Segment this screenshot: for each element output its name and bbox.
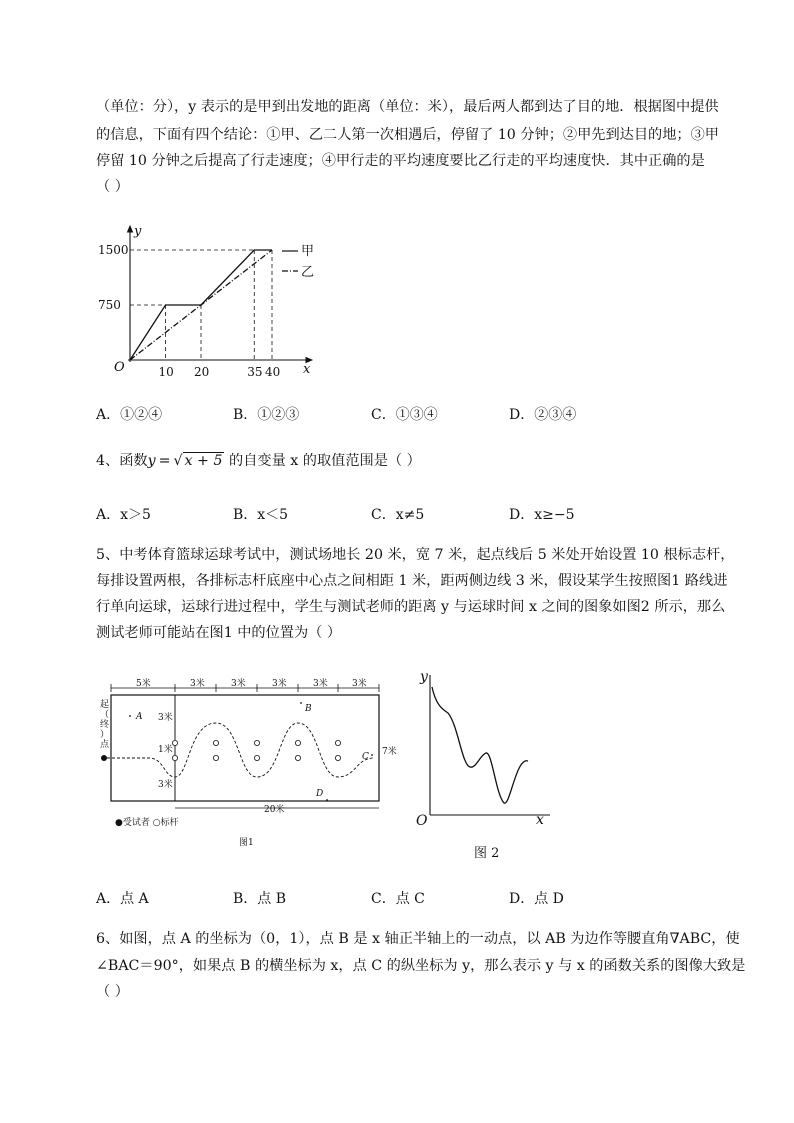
dim-bottom-20m: 20米 bbox=[264, 805, 285, 815]
point-b-label: B bbox=[305, 704, 312, 714]
q4-option-a[interactable]: A．x＞5 bbox=[96, 507, 151, 523]
y-tick-1500: 1500 bbox=[98, 243, 129, 257]
q5-option-b[interactable]: B．点 B bbox=[233, 891, 287, 907]
point-a-label: A bbox=[136, 712, 143, 722]
graph2-curve bbox=[432, 687, 528, 803]
q4-option-d[interactable]: D．x≥−5 bbox=[509, 507, 575, 523]
side-label-1: 起 bbox=[100, 700, 110, 710]
dim-3m-1: 3米 bbox=[190, 679, 205, 689]
q3-line-4: （ ） bbox=[96, 179, 129, 195]
sqrt-sign-icon: √ bbox=[173, 453, 183, 469]
court-caption: 图1 bbox=[239, 838, 254, 848]
court-diagram bbox=[94, 675, 399, 855]
x-tick-35: 35 bbox=[247, 365, 263, 379]
distance-time-chart bbox=[90, 220, 350, 385]
q4-formula-eq: = bbox=[158, 453, 171, 469]
q5-line-3: 行单向运球，运球行进过程中，学生与测试老师的距离 y 与运球时间 x 之间的图象如图2 所示，那么 bbox=[96, 599, 726, 615]
legend-yi: 乙 bbox=[301, 265, 315, 280]
side-label-2: （ bbox=[100, 710, 110, 720]
graph2-caption: 图 2 bbox=[474, 846, 500, 861]
x-tick-20: 20 bbox=[194, 365, 210, 379]
q4-option-b[interactable]: B．x＜5 bbox=[233, 507, 289, 523]
dim-left-3m-bottom: 3米 bbox=[158, 780, 173, 790]
q4-formula-radicand: x + 5 bbox=[184, 453, 223, 469]
side-label-5: 点 bbox=[100, 740, 110, 750]
x-tick-40: 40 bbox=[265, 365, 281, 379]
origin-label: O bbox=[114, 360, 125, 375]
dim-right-7m: 7米 bbox=[382, 747, 397, 757]
dim-3m-4: 3米 bbox=[313, 679, 328, 689]
dim-left-3m-top: 3米 bbox=[158, 713, 173, 723]
q5-line-1: 5、中考体育篮球运球考试中，测试场地长 20 米，宽 7 米，起点线后 5 米处开始设置 10 根标志杆， bbox=[96, 547, 735, 563]
q3-line-2: 的信息，下面有四个结论：①甲、乙二人第一次相遇后，停留了 10 分钟；②甲先到达目的地；③甲 bbox=[96, 127, 719, 143]
q6-line-1: 6、如图，点 A 的坐标为（0，1），点 B 是 x 轴正半轴上的一动点，以 AB 为边作等腰直角∇ABC，使 bbox=[96, 931, 740, 947]
q4-stem-head: 4、函数 bbox=[96, 453, 148, 469]
graph2-y-label: y bbox=[420, 669, 428, 685]
point-c-label: C bbox=[362, 752, 369, 762]
q5-line-2: 每排设置两根，各排标志杆底座中心点之间相距 1 米，距两侧边线 3 米，假设某学生按照图1 路线进 bbox=[96, 573, 728, 589]
q4-option-c[interactable]: C．x≠5 bbox=[371, 507, 425, 523]
court-boundary bbox=[111, 695, 379, 801]
q4-stem bbox=[96, 452, 421, 470]
q5-line-4: 测试老师可能站在图1 中的位置为（ ） bbox=[96, 625, 342, 641]
y-axis-label: y bbox=[134, 224, 142, 239]
dim-left-1m: 1米 bbox=[158, 745, 173, 755]
y-tick-750: 750 bbox=[98, 298, 121, 312]
q3-option-d[interactable]: D．②③④ bbox=[509, 407, 577, 423]
dim-3m-2: 3米 bbox=[231, 679, 246, 689]
q3-option-b[interactable]: B．①②③ bbox=[233, 407, 300, 423]
dim-3m-5: 3米 bbox=[352, 679, 367, 689]
q5-option-c[interactable]: C．点 C bbox=[371, 891, 425, 907]
point-d-label: D bbox=[316, 789, 324, 799]
q4-stem-tail: 的自变量 x 的取值范围是（ ） bbox=[229, 453, 421, 469]
q5-option-a[interactable]: A．点 A bbox=[96, 891, 149, 907]
graph2-origin: O bbox=[416, 813, 428, 829]
q5-option-d[interactable]: D．点 D bbox=[509, 891, 564, 907]
q4-formula-lhs: y bbox=[147, 453, 156, 469]
side-label-3: 终 bbox=[100, 720, 110, 730]
q6-line-2: ∠BAC＝90°，如果点 B 的横坐标为 x，点 C 的纵坐标为 y，那么表示 y 与 x 的函数关系的图像大致是 bbox=[96, 958, 746, 974]
q6-line-3: （ ） bbox=[96, 984, 129, 1000]
legend-jia: 甲 bbox=[301, 244, 315, 259]
distance-graph-2 bbox=[410, 665, 560, 865]
q3-option-c[interactable]: C．①③④ bbox=[371, 407, 438, 423]
q3-option-a[interactable]: A．①②④ bbox=[96, 407, 163, 423]
side-label-4: ） bbox=[100, 730, 110, 740]
court-legend: ●受试者 ○标杆 bbox=[115, 818, 179, 828]
q3-line-1: （单位：分），y 表示的是甲到出发地的距离（单位：米），最后两人都到达了目的地．根据图中提供 bbox=[96, 99, 719, 115]
dim-3m-3: 3米 bbox=[272, 679, 287, 689]
poles bbox=[172, 740, 340, 760]
student-marker bbox=[101, 755, 107, 761]
dribble-path bbox=[107, 723, 374, 777]
q3-line-3: 停留 10 分钟之后提高了行走速度；④甲行走的平均速度要比乙行走的平均速度快．其中正确的是 bbox=[96, 153, 705, 169]
x-tick-10: 10 bbox=[158, 365, 174, 379]
x-axis-label: x bbox=[303, 362, 311, 377]
dim-5m: 5米 bbox=[136, 679, 151, 689]
graph2-x-label: x bbox=[536, 812, 544, 828]
